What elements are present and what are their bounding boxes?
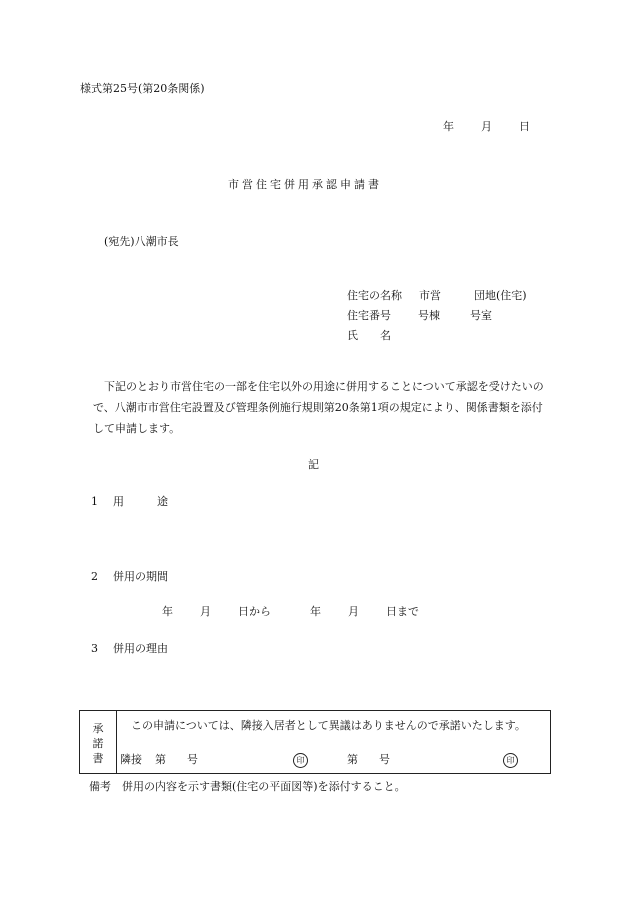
applicant-name-label: 氏 名: [347, 329, 391, 342]
item-2-number: 2: [91, 570, 98, 583]
date-day: 日: [519, 120, 530, 133]
consent-box: [79, 710, 551, 774]
building-label: 号棟: [418, 309, 440, 322]
consent-text: この申請については、隣接入居者として異議はありませんので承諾いたします。: [131, 719, 526, 732]
seal-icon-1: 印: [293, 753, 308, 768]
period-month2: 月: [348, 605, 359, 618]
remark: 備考 併用の内容を示す書類(住宅の平面図等)を添付すること。: [89, 780, 406, 793]
item-2-label: 併用の期間: [113, 570, 168, 583]
neighbor-dai-2: 第: [347, 753, 358, 766]
period-day1: 日から: [238, 605, 271, 618]
item-3-number: 3: [91, 642, 98, 655]
item-3: [91, 640, 168, 656]
date-line: [443, 118, 530, 134]
housing-name-complex: 団地(住宅): [474, 289, 527, 302]
consent-char-2: 諾: [92, 737, 104, 750]
consent-char-3: 書: [92, 752, 104, 765]
date-year: 年: [443, 120, 454, 133]
period-year1: 年: [162, 605, 173, 618]
item-1: [91, 493, 168, 509]
addressee: (宛先)八潮市長: [104, 235, 179, 248]
neighbor-label: 隣接: [120, 753, 142, 766]
housing-number-row: [347, 307, 492, 323]
housing-number-label: 住宅番号: [347, 309, 391, 322]
housing-name-label: 住宅の名称: [347, 289, 402, 302]
period-year2: 年: [310, 605, 321, 618]
consent-side-label: [80, 711, 117, 773]
form-number: 様式第25号(第20条関係): [80, 82, 205, 95]
room-label: 号室: [470, 309, 492, 322]
housing-name-city: 市営: [419, 289, 441, 302]
period-row: [162, 603, 419, 619]
neighbor-go-2: 号: [379, 753, 390, 766]
period-day2: 日まで: [386, 605, 419, 618]
body-paragraph: 下記のとおり市営住宅の一部を住宅以外の用途に併用することについて承認を受けたいので、八潮市市営住宅設置及び管理条例施行規則第20条第1項の規定により、関係書類を添付して申請します。: [93, 380, 544, 435]
item-2: [91, 568, 168, 584]
neighbor-dai-1: 第: [155, 753, 166, 766]
consent-neighbor-row: [120, 751, 544, 768]
ki-heading: 記: [308, 458, 319, 471]
neighbor-go-1: 号: [187, 753, 198, 766]
housing-name-row: [347, 287, 527, 303]
date-month: 月: [481, 120, 492, 133]
item-3-label: 併用の理由: [113, 642, 168, 655]
period-month1: 月: [200, 605, 211, 618]
item-1-label: 用 途: [113, 495, 168, 508]
seal-icon-2: 印: [503, 753, 518, 768]
consent-char-1: 承: [92, 722, 104, 735]
item-1-number: 1: [91, 495, 98, 508]
document-title: 市営住宅併用承認申請書: [228, 178, 382, 191]
